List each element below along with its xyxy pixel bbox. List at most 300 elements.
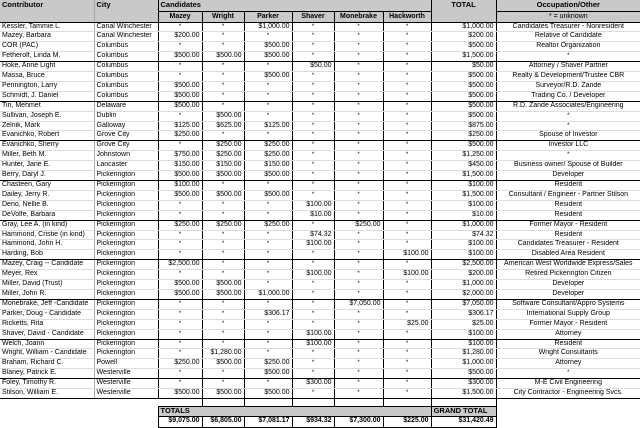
amount-cell-parker[interactable]: $500.00 (244, 190, 292, 200)
amount-cell-monebrake[interactable]: * (334, 230, 383, 240)
amount-cell-hackworth[interactable]: * (383, 141, 431, 151)
amount-cell-mazey[interactable]: * (158, 62, 202, 72)
row-total-cell[interactable]: $500.00 (431, 42, 496, 52)
amount-cell-parker[interactable]: $306.17 (244, 309, 292, 319)
amount-cell-shaver[interactable]: * (292, 52, 334, 62)
city-cell[interactable]: Columbus (94, 81, 158, 91)
row-total-cell[interactable]: $500.00 (431, 91, 496, 101)
contributor-cell[interactable]: Schmidt, J. Daniel (0, 91, 94, 101)
row-total-cell[interactable]: $300.00 (431, 379, 496, 389)
city-cell[interactable]: Pickerington (94, 289, 158, 299)
amount-cell-monebrake[interactable]: * (334, 22, 383, 32)
amount-cell-wright[interactable]: * (202, 250, 244, 260)
amount-cell-wright[interactable]: $250.00 (202, 220, 244, 230)
amount-cell-shaver[interactable]: $100.00 (292, 240, 334, 250)
row-total-cell[interactable]: $1,250.00 (431, 151, 496, 161)
row-total-cell[interactable]: $74.32 (431, 230, 496, 240)
blank-cell[interactable] (431, 398, 496, 406)
city-cell[interactable]: Galloway (94, 121, 158, 131)
amount-cell-shaver[interactable]: * (292, 42, 334, 52)
occupation-cell[interactable]: Developer (496, 171, 640, 181)
city-cell[interactable]: Grove City (94, 131, 158, 141)
amount-cell-shaver[interactable]: $100.00 (292, 339, 334, 349)
amount-cell-monebrake[interactable]: * (334, 369, 383, 379)
row-total-cell[interactable]: $100.00 (431, 329, 496, 339)
occupation-cell[interactable]: Relative of Candidate (496, 32, 640, 42)
amount-cell-monebrake[interactable]: * (334, 210, 383, 220)
row-total-cell[interactable]: $500.00 (431, 101, 496, 111)
amount-cell-wright[interactable]: * (202, 299, 244, 309)
amount-cell-mazey[interactable]: * (158, 299, 202, 309)
totals-label[interactable]: TOTALS (158, 406, 431, 416)
amount-cell-hackworth[interactable]: * (383, 220, 431, 230)
amount-cell-monebrake[interactable]: * (334, 280, 383, 290)
amount-cell-wright[interactable]: $500.00 (202, 289, 244, 299)
city-cell[interactable]: Pickerington (94, 210, 158, 220)
candidate-header-mazey[interactable]: Mazey (158, 11, 202, 22)
candidate-header-monebrake[interactable]: Monebrake (334, 11, 383, 22)
contributor-cell[interactable]: Shaver, David - Candidate (0, 329, 94, 339)
amount-cell-mazey[interactable]: * (158, 250, 202, 260)
amount-cell-hackworth[interactable]: * (383, 329, 431, 339)
amount-cell-wright[interactable]: $500.00 (202, 280, 244, 290)
amount-cell-wright[interactable]: * (202, 22, 244, 32)
amount-cell-mazey[interactable]: * (158, 270, 202, 280)
occupation-cell[interactable]: City Contractor - Engineering Svcs. (496, 389, 640, 399)
contributor-cell[interactable]: Chasteen, Gary (0, 181, 94, 191)
amount-cell-shaver[interactable]: * (292, 349, 334, 359)
contributor-cell[interactable]: COR (PAC) (0, 42, 94, 52)
occupation-cell[interactable]: Developer (496, 289, 640, 299)
occupation-cell[interactable]: Resident (496, 200, 640, 210)
occupation-cell[interactable]: Candidates Treasurer - Resident (496, 240, 640, 250)
amount-cell-hackworth[interactable]: * (383, 32, 431, 42)
amount-cell-parker[interactable]: * (244, 379, 292, 389)
contributor-cell[interactable]: Gray, Lee A. (in kind) (0, 220, 94, 230)
amount-cell-hackworth[interactable]: * (383, 121, 431, 131)
amount-cell-wright[interactable]: * (202, 319, 244, 329)
amount-cell-hackworth[interactable]: * (383, 91, 431, 101)
amount-cell-hackworth[interactable]: * (383, 22, 431, 32)
occupation-cell[interactable]: Former Mayor - Resident (496, 220, 640, 230)
amount-cell-mazey[interactable]: * (158, 349, 202, 359)
amount-cell-hackworth[interactable]: * (383, 359, 431, 369)
amount-cell-shaver[interactable]: $300.00 (292, 379, 334, 389)
amount-cell-parker[interactable]: * (244, 349, 292, 359)
amount-cell-monebrake[interactable]: * (334, 161, 383, 171)
occupation-cell[interactable]: Spouse of Investor (496, 131, 640, 141)
amount-cell-parker[interactable]: * (244, 111, 292, 121)
amount-cell-shaver[interactable]: * (292, 72, 334, 82)
candidates-header[interactable]: Candidates (158, 0, 431, 11)
amount-cell-shaver[interactable]: * (292, 299, 334, 309)
amount-cell-hackworth[interactable]: * (383, 200, 431, 210)
contributor-cell[interactable]: Evanichko, Sherry (0, 141, 94, 151)
amount-cell-hackworth[interactable]: * (383, 62, 431, 72)
amount-cell-parker[interactable]: * (244, 230, 292, 240)
amount-cell-monebrake[interactable]: * (334, 349, 383, 359)
city-cell[interactable]: Pickerington (94, 339, 158, 349)
amount-cell-mazey[interactable]: * (158, 339, 202, 349)
amount-cell-hackworth[interactable]: * (383, 210, 431, 220)
amount-cell-shaver[interactable]: * (292, 190, 334, 200)
amount-cell-wright[interactable]: $500.00 (202, 52, 244, 62)
contributor-cell[interactable]: Braham, Richard C. (0, 359, 94, 369)
amount-cell-wright[interactable]: $500.00 (202, 171, 244, 181)
occupation-cell[interactable]: Realty & Development/Trustee CBR (496, 72, 640, 82)
contributor-cell[interactable]: Pennington, Larry (0, 81, 94, 91)
amount-cell-shaver[interactable]: * (292, 101, 334, 111)
amount-cell-shaver[interactable]: * (292, 319, 334, 329)
occupation-cell[interactable]: Retired Pickerington Citizen (496, 270, 640, 280)
amount-cell-mazey[interactable]: * (158, 72, 202, 82)
amount-cell-mazey[interactable]: $500.00 (158, 101, 202, 111)
amount-cell-monebrake[interactable]: * (334, 72, 383, 82)
amount-cell-monebrake[interactable]: * (334, 101, 383, 111)
amount-cell-hackworth[interactable]: * (383, 369, 431, 379)
amount-cell-monebrake[interactable]: * (334, 81, 383, 91)
amount-cell-wright[interactable]: * (202, 62, 244, 72)
contributor-cell[interactable]: Foley, Timothy R. (0, 379, 94, 389)
row-total-cell[interactable]: $500.00 (431, 141, 496, 151)
occupation-cell[interactable]: * (496, 121, 640, 131)
amount-cell-monebrake[interactable]: * (334, 121, 383, 131)
amount-cell-mazey[interactable]: * (158, 240, 202, 250)
amount-cell-wright[interactable]: * (202, 42, 244, 52)
row-total-cell[interactable]: $200.00 (431, 32, 496, 42)
city-cell[interactable]: Columbus (94, 62, 158, 72)
amount-cell-wright[interactable]: * (202, 72, 244, 82)
contributor-cell[interactable]: Ricketts, Rita (0, 319, 94, 329)
city-cell[interactable]: Dublin (94, 111, 158, 121)
amount-cell-shaver[interactable]: * (292, 22, 334, 32)
city-cell[interactable]: Johnstown (94, 151, 158, 161)
amount-cell-wright[interactable]: $250.00 (202, 151, 244, 161)
candidate-header-hackworth[interactable]: Hackworth (383, 11, 431, 22)
contributor-cell[interactable]: Hunter, Jane E. (0, 161, 94, 171)
amount-cell-wright[interactable]: * (202, 339, 244, 349)
contributor-cell[interactable]: Mazey, Barbara (0, 32, 94, 42)
amount-cell-mazey[interactable]: $500.00 (158, 280, 202, 290)
amount-cell-parker[interactable]: * (244, 91, 292, 101)
column-total-hackworth[interactable]: $225.00 (383, 416, 431, 427)
grand-total-label[interactable]: GRAND TOTAL (431, 406, 496, 416)
occupation-cell[interactable]: Investor LLC (496, 141, 640, 151)
amount-cell-wright[interactable]: * (202, 270, 244, 280)
amount-cell-mazey[interactable]: $500.00 (158, 389, 202, 399)
amount-cell-mazey[interactable]: $150.00 (158, 161, 202, 171)
amount-cell-wright[interactable]: * (202, 379, 244, 389)
amount-cell-monebrake[interactable]: * (334, 141, 383, 151)
amount-cell-hackworth[interactable]: * (383, 111, 431, 121)
occupation-cell[interactable]: * (496, 369, 640, 379)
contributor-cell[interactable]: Miller, David (Trust) (0, 280, 94, 290)
amount-cell-shaver[interactable]: $100.00 (292, 329, 334, 339)
row-total-cell[interactable]: $1,000.00 (431, 359, 496, 369)
occupation-cell[interactable]: Candidates Treasurer - Nonresident (496, 22, 640, 32)
city-cell[interactable]: Columbus (94, 91, 158, 101)
row-total-cell[interactable]: $1,280.00 (431, 349, 496, 359)
row-total-cell[interactable]: $1,500.00 (431, 190, 496, 200)
row-total-cell[interactable]: $1,500.00 (431, 52, 496, 62)
amount-cell-parker[interactable]: * (244, 339, 292, 349)
amount-cell-hackworth[interactable]: * (383, 52, 431, 62)
amount-cell-monebrake[interactable]: $7,050.00 (334, 299, 383, 309)
amount-cell-mazey[interactable]: * (158, 329, 202, 339)
amount-cell-parker[interactable]: * (244, 81, 292, 91)
column-total-wright[interactable]: $6,805.00 (202, 416, 244, 427)
amount-cell-shaver[interactable]: * (292, 171, 334, 181)
occupation-cell[interactable]: Wright Consultants (496, 349, 640, 359)
amount-cell-hackworth[interactable]: * (383, 280, 431, 290)
amount-cell-mazey[interactable]: $750.00 (158, 151, 202, 161)
row-total-cell[interactable]: $200.00 (431, 270, 496, 280)
city-cell[interactable]: Pickerington (94, 200, 158, 210)
amount-cell-hackworth[interactable]: * (383, 81, 431, 91)
amount-cell-shaver[interactable]: * (292, 81, 334, 91)
amount-cell-wright[interactable]: * (202, 210, 244, 220)
occupation-cell[interactable]: International Supply Group (496, 309, 640, 319)
amount-cell-parker[interactable]: $250.00 (244, 151, 292, 161)
amount-cell-mazey[interactable]: * (158, 210, 202, 220)
amount-cell-mazey[interactable]: * (158, 111, 202, 121)
contributor-header[interactable]: Contributor (0, 0, 94, 22)
column-total-monebrake[interactable]: $7,300.00 (334, 416, 383, 427)
city-cell[interactable]: Pickerington (94, 250, 158, 260)
column-total-shaver[interactable]: $934.32 (292, 416, 334, 427)
city-cell[interactable]: Pickerington (94, 171, 158, 181)
amount-cell-wright[interactable]: $150.00 (202, 161, 244, 171)
amount-cell-parker[interactable]: $150.00 (244, 161, 292, 171)
city-cell[interactable]: Pickerington (94, 270, 158, 280)
candidate-header-parker[interactable]: Parker (244, 11, 292, 22)
amount-cell-parker[interactable]: * (244, 32, 292, 42)
amount-cell-shaver[interactable]: * (292, 359, 334, 369)
city-cell[interactable]: Pickerington (94, 349, 158, 359)
column-total-mazey[interactable]: $9,075.00 (158, 416, 202, 427)
amount-cell-wright[interactable]: * (202, 131, 244, 141)
contributor-cell[interactable]: Parker, Doug - Candidate (0, 309, 94, 319)
candidate-header-wright[interactable]: Wright (202, 11, 244, 22)
amount-cell-mazey[interactable]: $500.00 (158, 289, 202, 299)
amount-cell-mazey[interactable]: * (158, 309, 202, 319)
amount-cell-hackworth[interactable]: * (383, 379, 431, 389)
amount-cell-monebrake[interactable]: * (334, 151, 383, 161)
amount-cell-parker[interactable]: $500.00 (244, 171, 292, 181)
amount-cell-parker[interactable]: * (244, 299, 292, 309)
amount-cell-parker[interactable]: * (244, 240, 292, 250)
row-total-cell[interactable]: $10.00 (431, 210, 496, 220)
amount-cell-hackworth[interactable]: $25.00 (383, 319, 431, 329)
amount-cell-wright[interactable]: * (202, 369, 244, 379)
contributor-cell[interactable]: Hoke, Anne Light (0, 62, 94, 72)
contributor-cell[interactable]: Miller, Beth M. (0, 151, 94, 161)
total-header[interactable]: TOTAL (431, 0, 496, 22)
city-cell[interactable]: Pickerington (94, 260, 158, 270)
amount-cell-mazey[interactable]: $100.00 (158, 181, 202, 191)
row-total-cell[interactable]: $7,050.00 (431, 299, 496, 309)
amount-cell-monebrake[interactable]: * (334, 329, 383, 339)
amount-cell-mazey[interactable]: $125.00 (158, 121, 202, 131)
amount-cell-hackworth[interactable]: * (383, 171, 431, 181)
amount-cell-mazey[interactable]: $2,500.00 (158, 260, 202, 270)
row-total-cell[interactable]: $250.00 (431, 131, 496, 141)
amount-cell-hackworth[interactable]: * (383, 72, 431, 82)
amount-cell-shaver[interactable]: * (292, 131, 334, 141)
amount-cell-mazey[interactable]: * (158, 230, 202, 240)
amount-cell-shaver[interactable]: * (292, 141, 334, 151)
amount-cell-wright[interactable]: $500.00 (202, 389, 244, 399)
amount-cell-shaver[interactable]: $100.00 (292, 200, 334, 210)
amount-cell-monebrake[interactable]: * (334, 319, 383, 329)
occupation-cell[interactable]: Trading Co. / Developer (496, 91, 640, 101)
amount-cell-parker[interactable]: $250.00 (244, 359, 292, 369)
contributor-cell[interactable]: Tin, Mehmet (0, 101, 94, 111)
occupation-cell[interactable]: Resident (496, 210, 640, 220)
city-cell[interactable]: Pickerington (94, 240, 158, 250)
amount-cell-mazey[interactable]: * (158, 42, 202, 52)
row-total-cell[interactable]: $100.00 (431, 339, 496, 349)
amount-cell-hackworth[interactable]: * (383, 309, 431, 319)
amount-cell-wright[interactable]: * (202, 329, 244, 339)
amount-cell-hackworth[interactable]: * (383, 339, 431, 349)
amount-cell-parker[interactable]: * (244, 329, 292, 339)
amount-cell-parker[interactable]: $500.00 (244, 369, 292, 379)
blank-cell[interactable] (383, 398, 431, 406)
amount-cell-shaver[interactable]: * (292, 91, 334, 101)
row-total-cell[interactable]: $25.00 (431, 319, 496, 329)
amount-cell-wright[interactable]: $250.00 (202, 141, 244, 151)
occupation-cell[interactable]: American West Worldwide Express/Sales (496, 260, 640, 270)
row-total-cell[interactable]: $1,000.00 (431, 280, 496, 290)
amount-cell-mazey[interactable]: * (158, 141, 202, 151)
amount-cell-monebrake[interactable]: * (334, 91, 383, 101)
amount-cell-parker[interactable]: $500.00 (244, 72, 292, 82)
amount-cell-parker[interactable]: * (244, 270, 292, 280)
row-total-cell[interactable]: $450.00 (431, 161, 496, 171)
amount-cell-monebrake[interactable]: * (334, 260, 383, 270)
contributor-cell[interactable]: Meyer, Rex (0, 270, 94, 280)
amount-cell-hackworth[interactable]: * (383, 131, 431, 141)
amount-cell-shaver[interactable]: $10.00 (292, 210, 334, 220)
amount-cell-wright[interactable]: * (202, 101, 244, 111)
city-cell[interactable]: Pickerington (94, 280, 158, 290)
city-cell[interactable]: Pickerington (94, 181, 158, 191)
amount-cell-monebrake[interactable]: * (334, 240, 383, 250)
amount-cell-monebrake[interactable]: * (334, 32, 383, 42)
row-total-cell[interactable]: $875.00 (431, 121, 496, 131)
grand-total-value[interactable]: $31,420.49 (431, 416, 496, 427)
amount-cell-monebrake[interactable]: * (334, 190, 383, 200)
amount-cell-mazey[interactable]: $500.00 (158, 171, 202, 181)
amount-cell-wright[interactable]: * (202, 230, 244, 240)
contributor-cell[interactable]: DeVolfe, Barbara (0, 210, 94, 220)
row-total-cell[interactable]: $1,000.00 (431, 22, 496, 32)
occupation-cell[interactable]: Attorney (496, 329, 640, 339)
amount-cell-parker[interactable]: $250.00 (244, 141, 292, 151)
occupation-cell[interactable]: Attorney (496, 359, 640, 369)
amount-cell-wright[interactable]: * (202, 81, 244, 91)
contributor-cell[interactable]: Harding, Bob (0, 250, 94, 260)
amount-cell-parker[interactable]: $1,000.00 (244, 289, 292, 299)
city-cell[interactable]: Pickerington (94, 319, 158, 329)
occupation-cell[interactable]: Resident (496, 230, 640, 240)
amount-cell-mazey[interactable]: * (158, 319, 202, 329)
candidate-header-shaver[interactable]: Shaver (292, 11, 334, 22)
occupation-cell[interactable]: Consultant / Engineer - Partner Stilson (496, 190, 640, 200)
amount-cell-monebrake[interactable]: * (334, 42, 383, 52)
amount-cell-parker[interactable]: * (244, 250, 292, 260)
amount-cell-mazey[interactable]: * (158, 200, 202, 210)
amount-cell-mazey[interactable]: $250.00 (158, 359, 202, 369)
row-total-cell[interactable]: $500.00 (431, 72, 496, 82)
amount-cell-parker[interactable]: $500.00 (244, 52, 292, 62)
contributor-cell[interactable]: Monebrake, Jeff -Candidate (0, 299, 94, 309)
amount-cell-shaver[interactable]: * (292, 220, 334, 230)
row-total-cell[interactable]: $1,500.00 (431, 171, 496, 181)
amount-cell-wright[interactable]: $625.00 (202, 121, 244, 131)
contributor-cell[interactable]: Deno, Nellie B. (0, 200, 94, 210)
amount-cell-hackworth[interactable]: * (383, 42, 431, 52)
blank-cell[interactable] (244, 398, 292, 406)
row-total-cell[interactable]: $100.00 (431, 200, 496, 210)
occupation-cell[interactable]: Developer (496, 280, 640, 290)
amount-cell-shaver[interactable]: * (292, 161, 334, 171)
contributor-cell[interactable]: Blaney, Patrick E. (0, 369, 94, 379)
amount-cell-wright[interactable]: * (202, 91, 244, 101)
amount-cell-parker[interactable]: * (244, 280, 292, 290)
amount-cell-mazey[interactable]: $500.00 (158, 91, 202, 101)
occupation-cell[interactable]: M-E Civil Engineering (496, 379, 640, 389)
amount-cell-monebrake[interactable]: $250.00 (334, 220, 383, 230)
city-cell[interactable]: Westerville (94, 379, 158, 389)
amount-cell-wright[interactable]: * (202, 200, 244, 210)
amount-cell-wright[interactable]: * (202, 240, 244, 250)
row-total-cell[interactable]: $1,000.00 (431, 220, 496, 230)
contributor-cell[interactable]: Welch, Joann (0, 339, 94, 349)
city-cell[interactable]: Pickerington (94, 329, 158, 339)
amount-cell-shaver[interactable]: * (292, 289, 334, 299)
amount-cell-shaver[interactable]: * (292, 151, 334, 161)
row-total-cell[interactable]: $100.00 (431, 181, 496, 191)
city-cell[interactable]: Columbus (94, 42, 158, 52)
amount-cell-hackworth[interactable]: * (383, 181, 431, 191)
amount-cell-wright[interactable]: * (202, 181, 244, 191)
amount-cell-mazey[interactable]: * (158, 379, 202, 389)
city-cell[interactable]: Columbus (94, 72, 158, 82)
contributor-cell[interactable]: Hammond, Cristie (in kind) (0, 230, 94, 240)
amount-cell-parker[interactable]: $125.00 (244, 121, 292, 131)
amount-cell-shaver[interactable]: * (292, 32, 334, 42)
row-total-cell[interactable]: $306.17 (431, 309, 496, 319)
amount-cell-hackworth[interactable]: * (383, 230, 431, 240)
amount-cell-monebrake[interactable]: * (334, 200, 383, 210)
amount-cell-monebrake[interactable]: * (334, 62, 383, 72)
amount-cell-shaver[interactable]: * (292, 121, 334, 131)
amount-cell-parker[interactable]: * (244, 319, 292, 329)
amount-cell-shaver[interactable]: * (292, 111, 334, 121)
amount-cell-parker[interactable]: * (244, 62, 292, 72)
row-total-cell[interactable]: $100.00 (431, 240, 496, 250)
amount-cell-monebrake[interactable]: * (334, 270, 383, 280)
row-total-cell[interactable]: $100.00 (431, 250, 496, 260)
amount-cell-monebrake[interactable]: * (334, 250, 383, 260)
row-total-cell[interactable]: $2,500.00 (431, 260, 496, 270)
occupation-cell[interactable]: * (496, 111, 640, 121)
occupation-cell[interactable]: Attorney / Shaver Partner (496, 62, 640, 72)
city-cell[interactable]: Pickerington (94, 309, 158, 319)
amount-cell-monebrake[interactable]: * (334, 339, 383, 349)
